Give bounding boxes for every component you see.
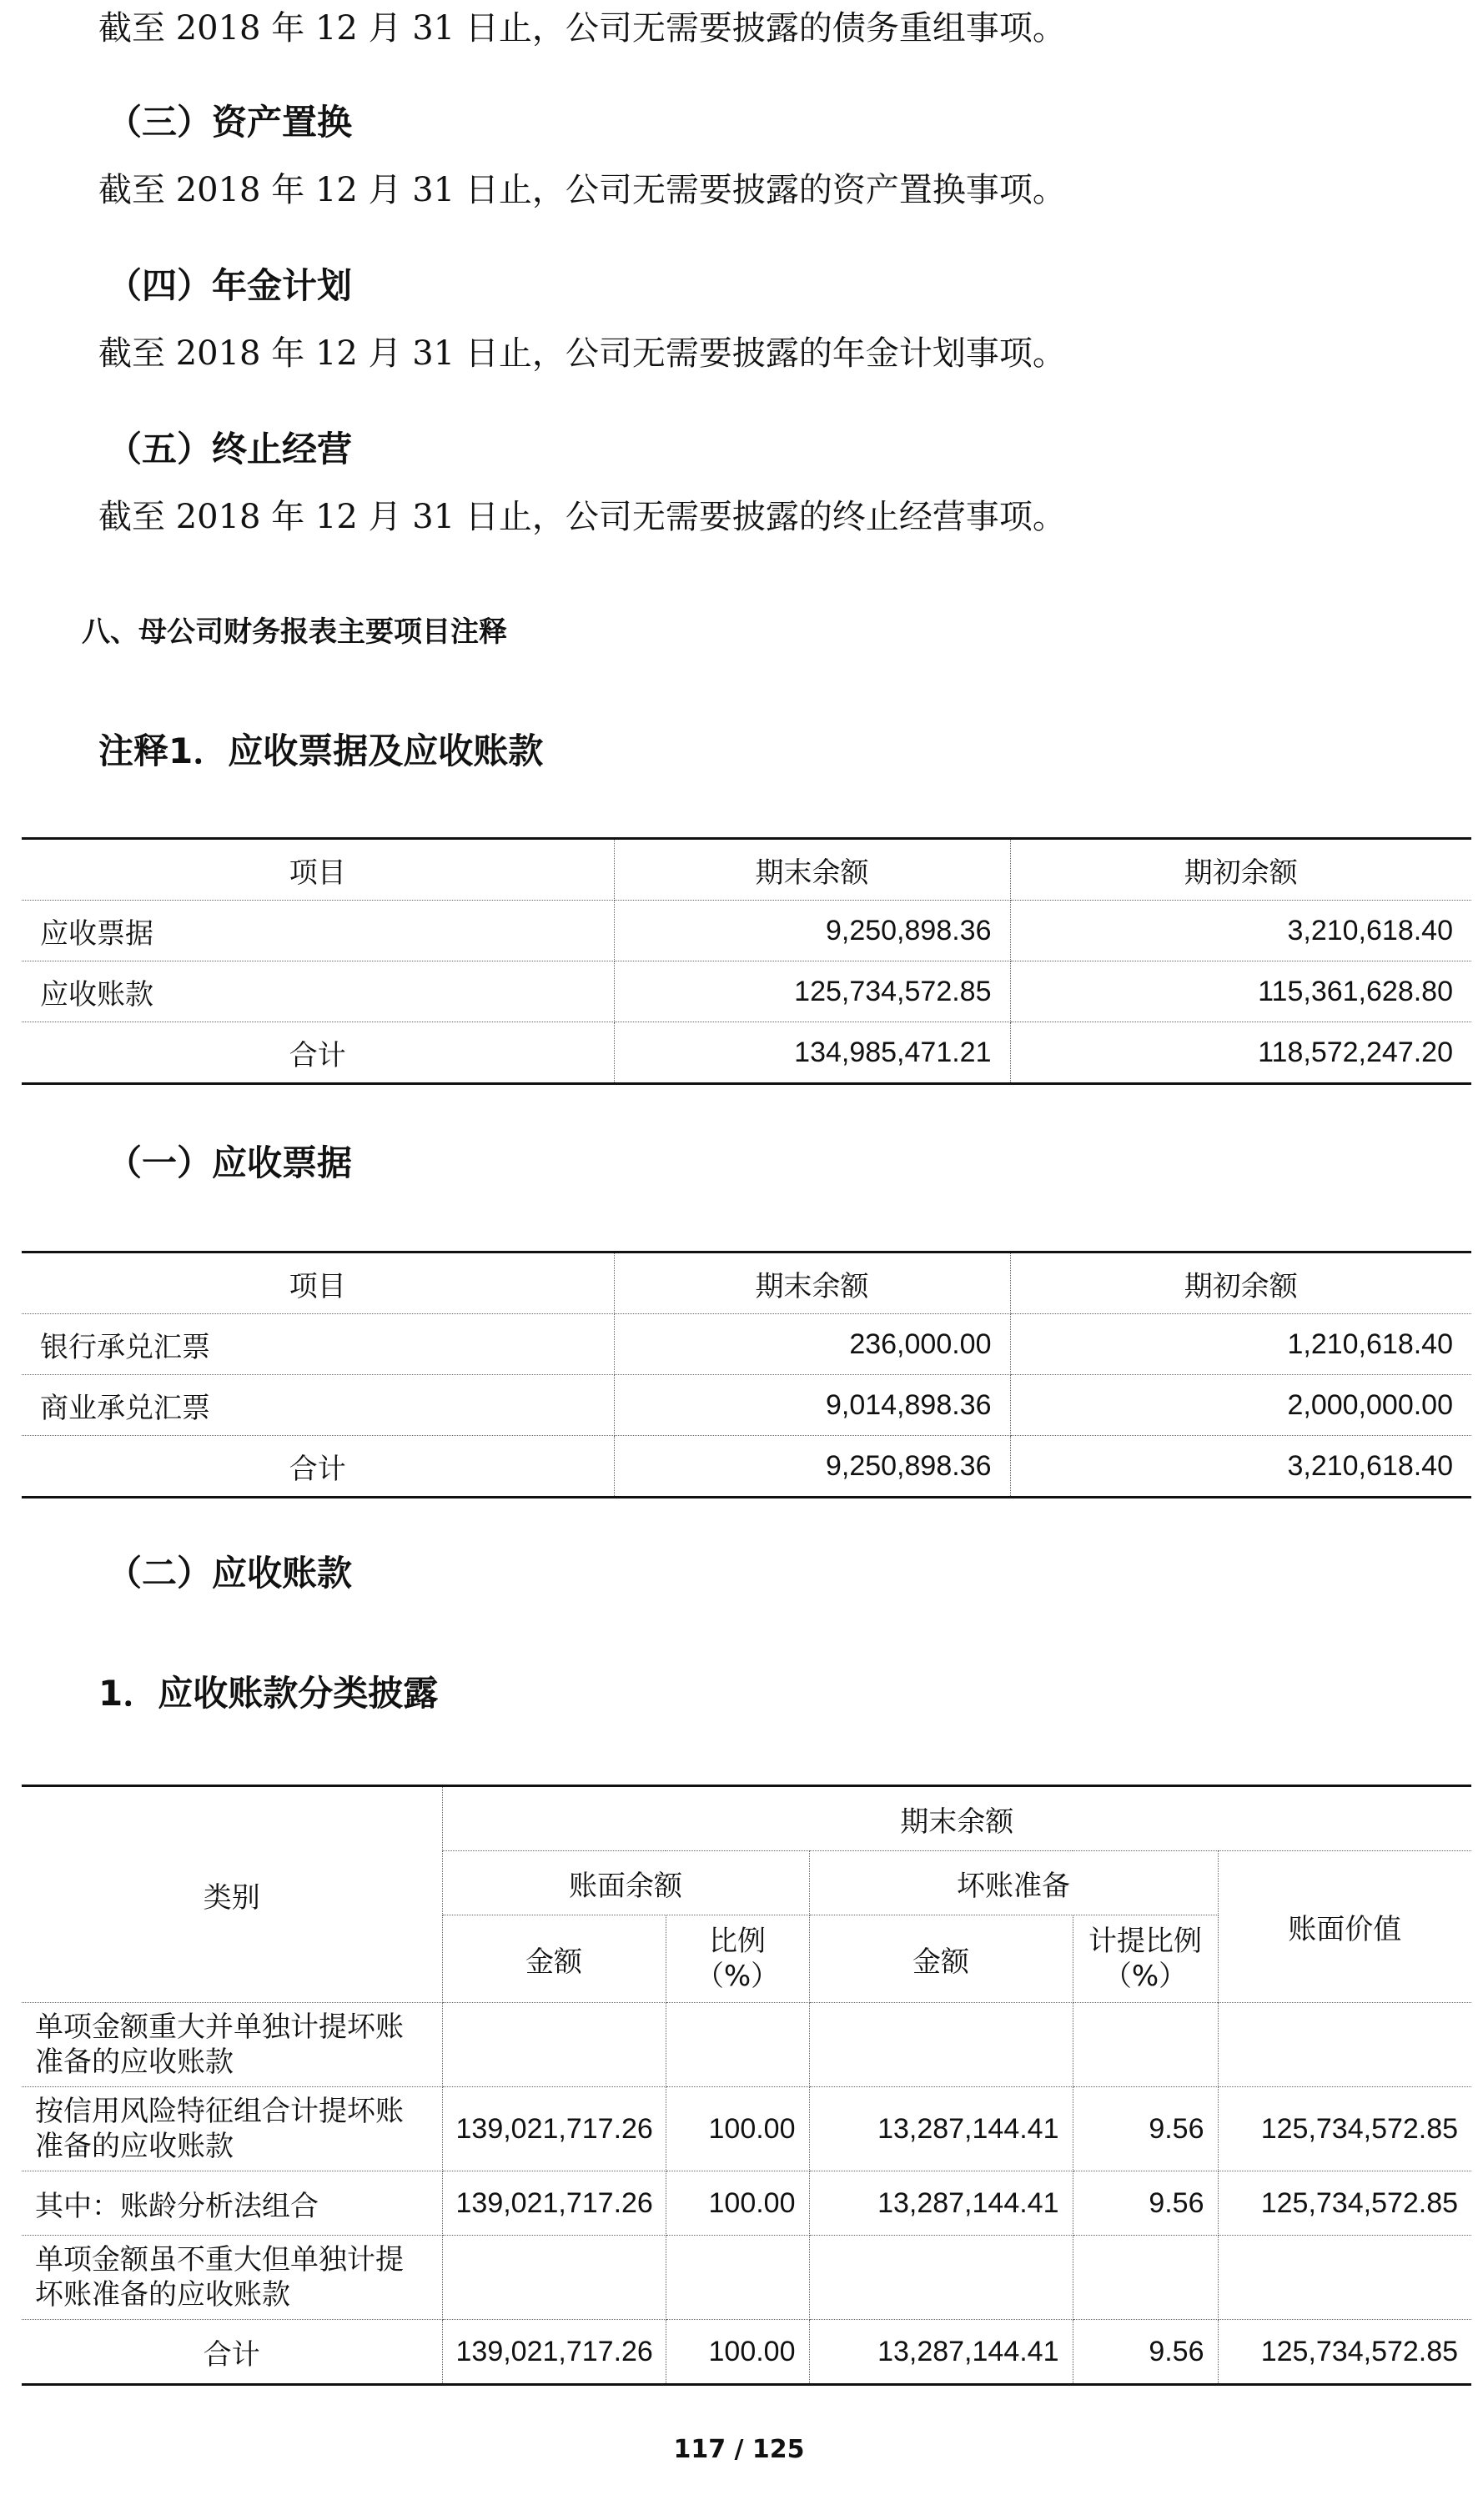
subheading-accounts-receivable: （二）应收账款 <box>107 1553 353 1594</box>
cell-value: 115,361,628.80 <box>1010 961 1471 1022</box>
cell-value: 3,210,618.40 <box>1010 1436 1471 1498</box>
cell-value: 134,985,471.21 <box>614 1022 1010 1084</box>
cell-value: 9,250,898.36 <box>614 1436 1010 1498</box>
cell-value <box>442 2236 666 2320</box>
cell-value: 125,734,572.85 <box>1218 2320 1471 2385</box>
header-provision-ratio: 计提比例 （%） <box>1073 1915 1218 2003</box>
table-row <box>22 1375 1471 1436</box>
heading-asset-swap: （三）资产置换 <box>107 102 353 143</box>
subheading-classification-disclosure: 1．应收账款分类披露 <box>98 1673 439 1714</box>
cell-value <box>809 2236 1073 2320</box>
row-label: 合计 <box>22 1436 614 1498</box>
cell-value: 125,734,572.85 <box>1218 2087 1471 2171</box>
cell-value: 9,014,898.36 <box>614 1375 1010 1436</box>
cell-value: 100.00 <box>666 2320 809 2385</box>
row-label: 应收票据 <box>22 901 614 961</box>
cell-value: 118,572,247.20 <box>1010 1022 1471 1084</box>
paragraph-annuity-plan: 截至 2018 年 12 月 31 日止，公司无需要披露的年金计划事项。 <box>98 334 1066 373</box>
row-label: 合计 <box>22 2320 442 2385</box>
header-cell: 项目 <box>22 1252 614 1314</box>
table-row <box>22 2087 1471 2171</box>
table-row <box>22 2236 1471 2320</box>
header-cell: 期末余额 <box>614 1252 1010 1314</box>
cell-value <box>1073 2236 1218 2320</box>
table-row <box>22 901 1471 961</box>
cell-value <box>442 2003 666 2087</box>
header-book-value: 账面价值 <box>1218 1851 1471 2003</box>
cell-value: 13,287,144.41 <box>809 2320 1073 2385</box>
header-category: 类别 <box>22 1786 442 2003</box>
header-cell: 期末余额 <box>614 839 1010 901</box>
cell-value: 9,250,898.36 <box>614 901 1010 961</box>
cell-value: 125,734,572.85 <box>1218 2171 1471 2236</box>
header-amount: 金额 <box>809 1915 1073 2003</box>
cell-value: 9.56 <box>1073 2171 1218 2236</box>
cell-value <box>1073 2003 1218 2087</box>
cell-value: 139,021,717.26 <box>442 2087 666 2171</box>
header-amount: 金额 <box>442 1915 666 2003</box>
table-header-row <box>22 1252 1471 1314</box>
row-label: 银行承兑汇票 <box>22 1314 614 1375</box>
header-cell: 期初余额 <box>1010 839 1471 901</box>
cell-value <box>1218 2236 1471 2320</box>
table-header-row <box>22 1786 1471 1851</box>
row-label: 商业承兑汇票 <box>22 1375 614 1436</box>
section-title-parent-notes: 八、母公司财务报表主要项目注释 <box>82 615 507 649</box>
row-label: 单项金额重大并单独计提坏账准备的应收账款 <box>22 2003 442 2087</box>
paragraph-discontinued-ops: 截至 2018 年 12 月 31 日止，公司无需要披露的终止经营事项。 <box>98 498 1066 536</box>
cell-value: 236,000.00 <box>614 1314 1010 1375</box>
table-total-row <box>22 1436 1471 1498</box>
cell-value: 139,021,717.26 <box>442 2320 666 2385</box>
paragraph-asset-swap: 截至 2018 年 12 月 31 日止，公司无需要披露的资产置换事项。 <box>98 171 1066 209</box>
cell-value: 1,210,618.40 <box>1010 1314 1471 1375</box>
table-header-row <box>22 839 1471 901</box>
heading-discontinued-ops: （五）终止经营 <box>107 429 353 469</box>
cell-value <box>666 2236 809 2320</box>
cell-value: 13,287,144.41 <box>809 2087 1073 2171</box>
paragraph-debt-restructuring: 截至 2018 年 12 月 31 日止，公司无需要披露的债务重组事项。 <box>98 9 1066 48</box>
cell-value: 125,734,572.85 <box>614 961 1010 1022</box>
cell-value: 100.00 <box>666 2087 809 2171</box>
cell-value: 9.56 <box>1073 2087 1218 2171</box>
header-cell: 项目 <box>22 839 614 901</box>
cell-value: 3,210,618.40 <box>1010 901 1471 961</box>
table-row <box>22 2171 1471 2236</box>
cell-value: 2,000,000.00 <box>1010 1375 1471 1436</box>
header-ratio: 比例 （%） <box>666 1915 809 2003</box>
table-notes-receivable <box>22 1251 1471 1498</box>
row-label: 应收账款 <box>22 961 614 1022</box>
row-label: 单项金额虽不重大但单独计提坏账准备的应收账款 <box>22 2236 442 2320</box>
cell-value: 139,021,717.26 <box>442 2171 666 2236</box>
cell-value: 9.56 <box>1073 2320 1218 2385</box>
header-cell: 期初余额 <box>1010 1252 1471 1314</box>
table-row <box>22 2003 1471 2087</box>
header-book-balance: 账面余额 <box>442 1851 809 1915</box>
header-bad-debt: 坏账准备 <box>809 1851 1218 1915</box>
row-label: 合计 <box>22 1022 614 1084</box>
cell-value <box>809 2003 1073 2087</box>
cell-value: 100.00 <box>666 2171 809 2236</box>
table-row <box>22 1314 1471 1375</box>
table-notes-accounts-receivable <box>22 837 1471 1085</box>
table-receivable-classification <box>22 1785 1471 2386</box>
subheading-notes-receivable: （一）应收票据 <box>107 1142 353 1183</box>
table-row <box>22 961 1471 1022</box>
row-label: 按信用风险特征组合计提坏账准备的应收账款 <box>22 2087 442 2171</box>
cell-value <box>666 2003 809 2087</box>
cell-value <box>1218 2003 1471 2087</box>
heading-annuity-plan: （四）年金计划 <box>107 265 353 306</box>
note-1-title: 注释1．应收票据及应收账款 <box>98 730 544 771</box>
table-total-row <box>22 2320 1471 2385</box>
table-total-row <box>22 1022 1471 1084</box>
cell-value: 13,287,144.41 <box>809 2171 1073 2236</box>
header-ending-balance: 期末余额 <box>442 1786 1471 1851</box>
row-label: 其中：账龄分析法组合 <box>22 2171 442 2236</box>
page-number: 117 / 125 <box>673 2435 805 2464</box>
